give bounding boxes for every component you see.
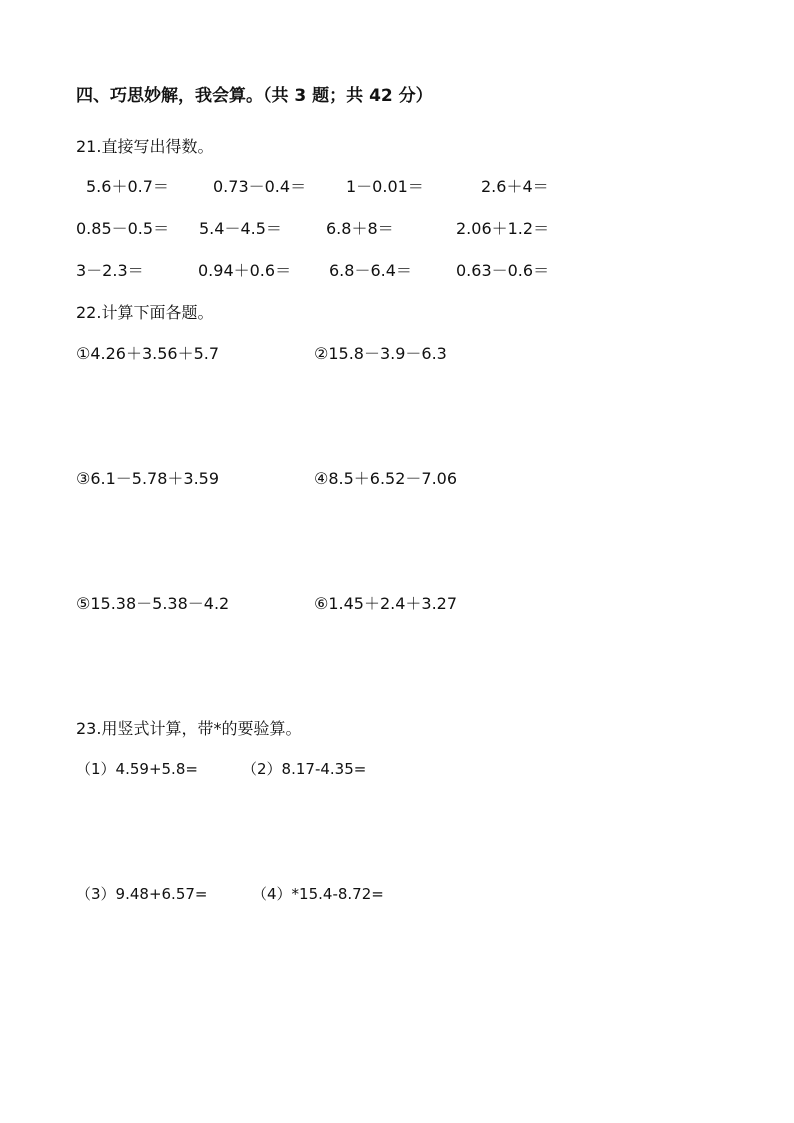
q21-item: 2.6＋4＝ <box>481 177 549 196</box>
q22-item: ⑥1.45＋2.4＋3.27 <box>314 594 458 613</box>
q23-item: （3）9.48+6.57= <box>76 885 208 903</box>
q23-item: （1）4.59+5.8= <box>76 760 198 778</box>
q22-item: ④8.5＋6.52－7.06 <box>314 469 458 488</box>
q21-item: 0.63－0.6＝ <box>456 261 550 280</box>
q21-item: 6.8－6.4＝ <box>329 261 412 280</box>
q21-item: 0.94＋0.6＝ <box>198 261 292 280</box>
q22-item: ③6.1－5.78＋3.59 <box>76 469 220 488</box>
section-title: 四、巧思妙解，我会算。（共 3 题；共 42 分） <box>76 86 433 106</box>
question-23-title: 23.用竖式计算，带*的要验算。 <box>76 719 302 738</box>
q21-item: 5.6＋0.7＝ <box>86 177 169 196</box>
q21-item: 2.06＋1.2＝ <box>456 219 550 238</box>
question-21-title: 21.直接写出得数。 <box>76 137 214 156</box>
q23-item: （2）8.17-4.35= <box>242 760 367 778</box>
q21-item: 1－0.01＝ <box>346 177 424 196</box>
q22-item: ①4.26＋3.56＋5.7 <box>76 344 220 363</box>
q21-item: 6.8＋8＝ <box>326 219 394 238</box>
q22-item: ⑤15.38－5.38－4.2 <box>76 594 230 613</box>
q21-item: 0.85－0.5＝ <box>76 219 170 238</box>
q22-item: ②15.8－3.9－6.3 <box>314 344 447 363</box>
q21-item: 5.4－4.5＝ <box>199 219 282 238</box>
q23-item: （4）*15.4-8.72= <box>252 885 384 903</box>
question-22-title: 22.计算下面各题。 <box>76 303 214 322</box>
q21-item: 0.73－0.4＝ <box>213 177 307 196</box>
q21-item: 3－2.3＝ <box>76 261 144 280</box>
